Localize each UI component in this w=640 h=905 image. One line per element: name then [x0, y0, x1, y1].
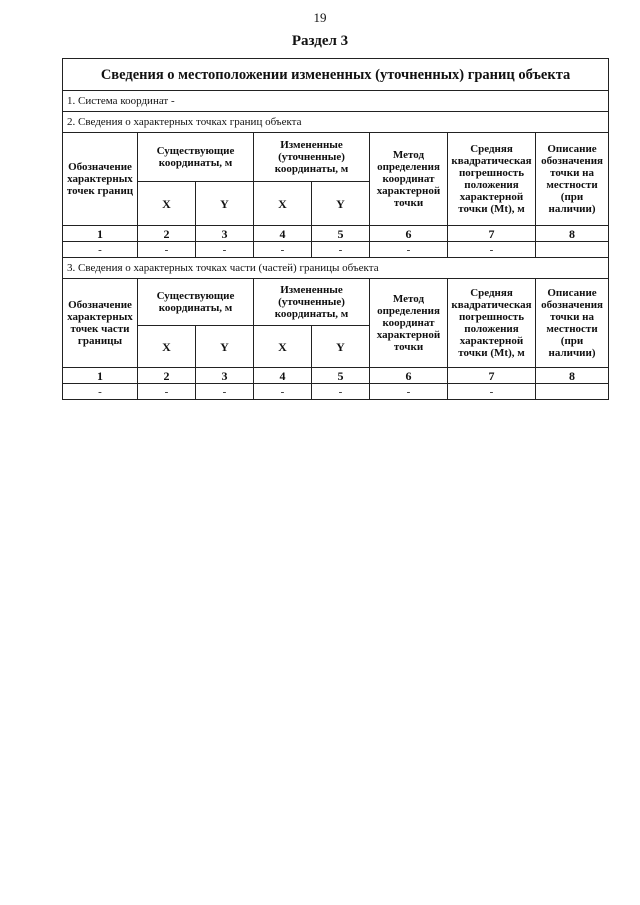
table-cell: -	[196, 242, 254, 258]
table-cell: -	[254, 242, 312, 258]
table-cell: -	[138, 242, 196, 258]
table-cell: -	[196, 384, 254, 400]
header-changed-y: Y	[312, 182, 370, 226]
column-number: 4	[254, 226, 312, 242]
table-row	[63, 384, 609, 400]
section3-title: 3. Сведения о характерных точках части (частей) границы объекта	[63, 258, 609, 279]
table-cell: -	[448, 242, 536, 258]
header-existing-x: X	[138, 182, 196, 226]
boundary-table-sheet	[62, 58, 608, 400]
header-existing-y: Y	[196, 182, 254, 226]
column-number: 1	[63, 368, 138, 384]
column-number: 1	[63, 226, 138, 242]
table-cell: -	[138, 384, 196, 400]
header-designation: Обозначение характерных точек части границы	[63, 279, 138, 368]
header-accuracy: Средняя квадратическая погрешность положения характерной точки (Mt), м	[448, 279, 536, 368]
column-number: 5	[312, 226, 370, 242]
column-number: 2	[138, 226, 196, 242]
column-number: 5	[312, 368, 370, 384]
column-number: 8	[536, 368, 609, 384]
page-number: 19	[313, 10, 327, 25]
column-number: 7	[448, 226, 536, 242]
header-description: Описание обозначения точки на местности (при наличии)	[536, 279, 609, 368]
table-row	[63, 242, 609, 258]
table-cell: -	[63, 384, 138, 400]
header-description: Описание обозначения точки на местности (при наличии)	[536, 133, 609, 226]
main-title: Сведения о местоположении измененных (уточненных) границ объекта	[63, 59, 609, 91]
header-method: Метод определения координат характерной точки	[370, 279, 448, 368]
header-existing-coords: Существующие координаты, м	[138, 279, 254, 326]
header-changed-coords: Измененные (уточненные) координаты, м	[254, 279, 370, 326]
column-number: 3	[196, 226, 254, 242]
column-number: 2	[138, 368, 196, 384]
column-number: 6	[370, 368, 448, 384]
table-cell	[536, 384, 609, 400]
coordinate-system: 1. Система координат -	[63, 91, 609, 112]
table-cell	[536, 242, 609, 258]
header-existing-x: X	[138, 326, 196, 368]
header-changed-y: Y	[312, 326, 370, 368]
column-number: 7	[448, 368, 536, 384]
header-existing-coords: Существующие координаты, м	[138, 133, 254, 182]
section-title: Раздел 3	[291, 33, 349, 49]
table-cell: -	[254, 384, 312, 400]
header-existing-y: Y	[196, 326, 254, 368]
column-number: 3	[196, 368, 254, 384]
column-number: 6	[370, 226, 448, 242]
header-changed-x: X	[254, 326, 312, 368]
header-designation: Обозначение характерных точек границ	[63, 133, 138, 226]
table-cell: -	[312, 242, 370, 258]
header-accuracy: Средняя квадратическая погрешность положения характерной точки (Mt), м	[448, 133, 536, 226]
header-changed-x: X	[254, 182, 312, 226]
column-number: 4	[254, 368, 312, 384]
section2-title: 2. Сведения о характерных точках границ объекта	[63, 112, 609, 133]
column-number: 8	[536, 226, 609, 242]
boundary-table	[62, 58, 609, 400]
table-cell: -	[312, 384, 370, 400]
header-changed-coords: Измененные (уточненные) координаты, м	[254, 133, 370, 182]
table-cell: -	[370, 242, 448, 258]
table-cell: -	[370, 384, 448, 400]
table-cell: -	[448, 384, 536, 400]
table-cell: -	[63, 242, 138, 258]
header-method: Метод определения координат характерной точки	[370, 133, 448, 226]
